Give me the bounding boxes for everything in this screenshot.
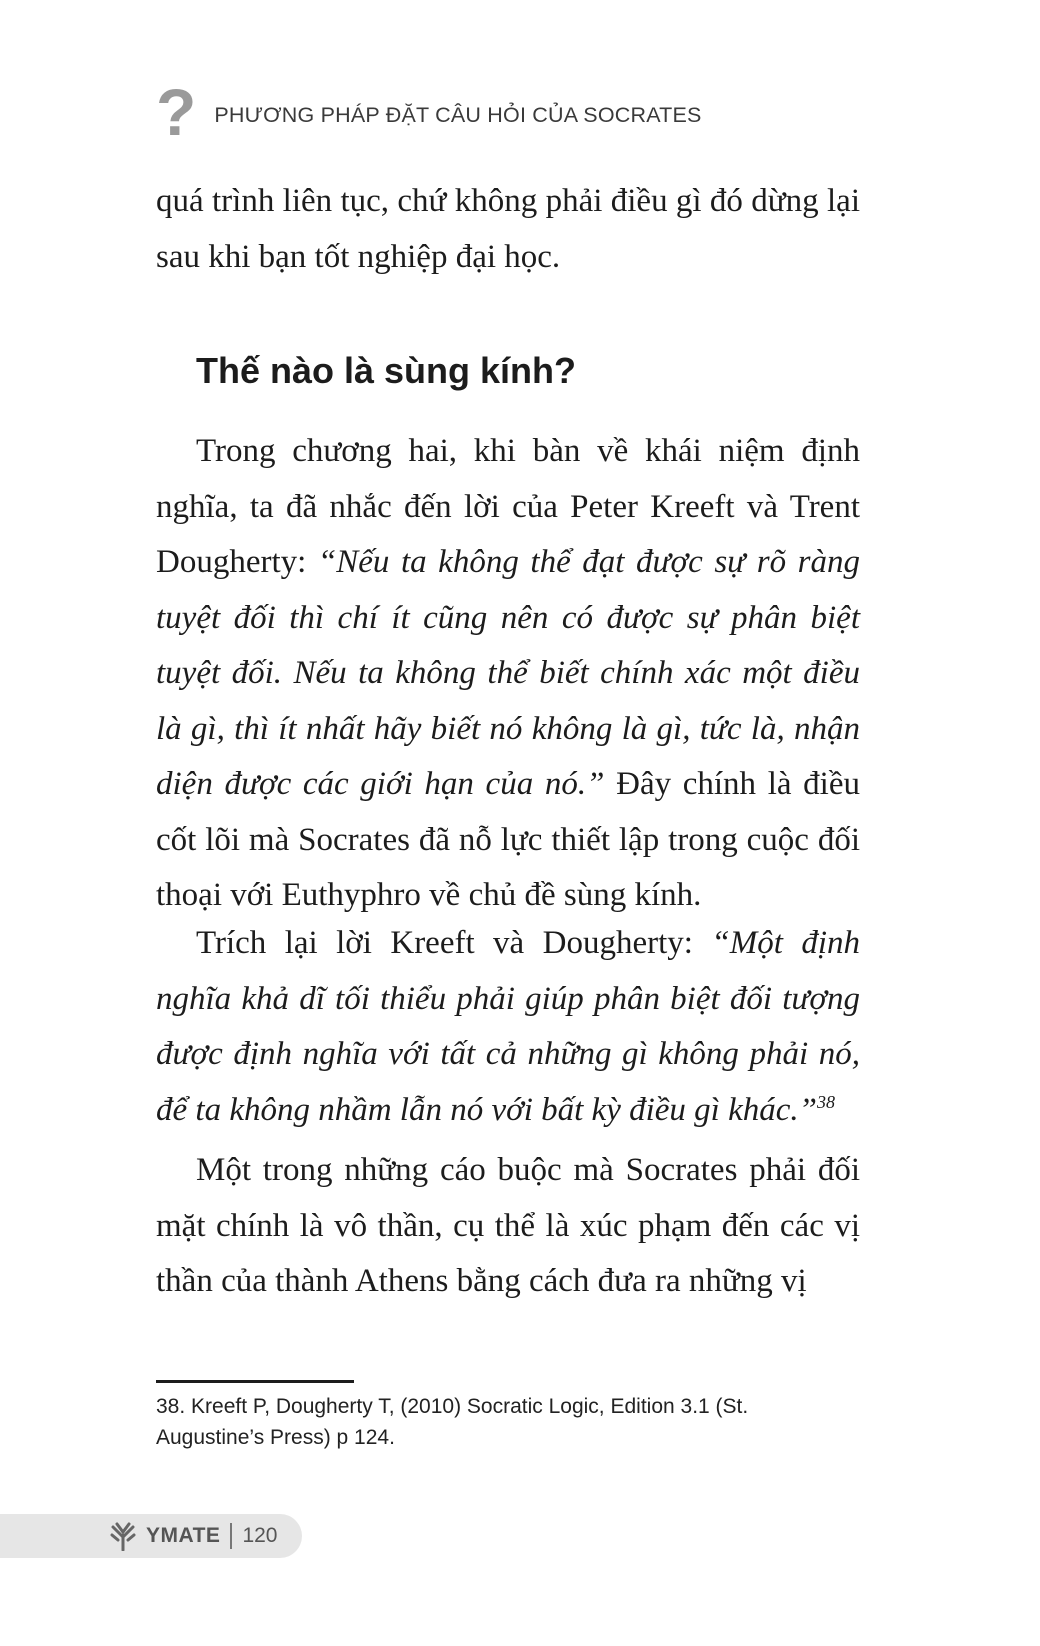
footnote: 38. Kreeft P, Dougherty T, (2010) Socratic Logic, Edition 3.1 (St. Augustine’s Press) p 124.	[156, 1395, 749, 1449]
paragraph-kreeft-quote	[156, 916, 860, 1138]
page-footer	[0, 1514, 302, 1558]
paragraph-text: Trích lại lời Kreeft và Dougherty:	[196, 925, 712, 961]
running-header-title: PHƯƠNG PHÁP ĐẶT CÂU HỎI CỦA SOCRATES	[214, 102, 702, 127]
footnote-divider	[156, 1380, 354, 1383]
paragraph-text: Một trong những cáo buộc mà Socrates phải đối mặt chính là vô thần, cụ thể là xúc phạm đến các vị thần của thành Athens bằng cách đưa ra những vị	[156, 1152, 860, 1299]
block-quote: “Một định nghĩa khả dĩ tối thiểu phải giúp phân biệt đối tượng được định nghĩa với tất cả những gì không phải nó, để ta không nhầm lẫn nó với bất kỳ điều gì khác.”	[156, 925, 860, 1128]
paragraph-text: Đây chính là điều cốt lõi mà Socrates đã nỗ lực thiết lập trong cuộc đối thoại với Euthyphro về chủ đề sùng kính.	[156, 766, 860, 913]
question-mark-icon: ?	[156, 75, 197, 149]
block-quote: “Nếu ta không thể đạt được sự rõ ràng tuyệt đối thì chí ít cũng nên có được sự phân biệt tuyệt đối. Nếu ta không thể biết chính xác một điều là gì, thì ít nhất hãy biết nó không là gì, tức là, nhận diện được các giới hạn của nó.”	[156, 544, 860, 802]
page-number: 120	[242, 1524, 278, 1547]
running-header	[156, 75, 702, 150]
paragraph-definition	[156, 424, 860, 924]
intro-paragraph: quá trình liên tục, chứ không phải điều gì đó dừng lại sau khi bạn tốt nghiệp đại học.	[156, 183, 860, 275]
ymate-logo-icon	[108, 1521, 138, 1551]
paragraph-atheism	[156, 1143, 860, 1310]
footnote-reference: 38	[816, 1091, 835, 1112]
footer-divider	[230, 1523, 232, 1549]
section-heading: Thế nào là sùng kính?	[196, 350, 577, 391]
paragraph-text: Trong chương hai, khi bàn về khái niệm định nghĩa, ta đã nhắc đến lời của Peter Kreeft và Trent Dougherty:	[156, 433, 860, 580]
brand-name: YMATE	[146, 1524, 221, 1547]
